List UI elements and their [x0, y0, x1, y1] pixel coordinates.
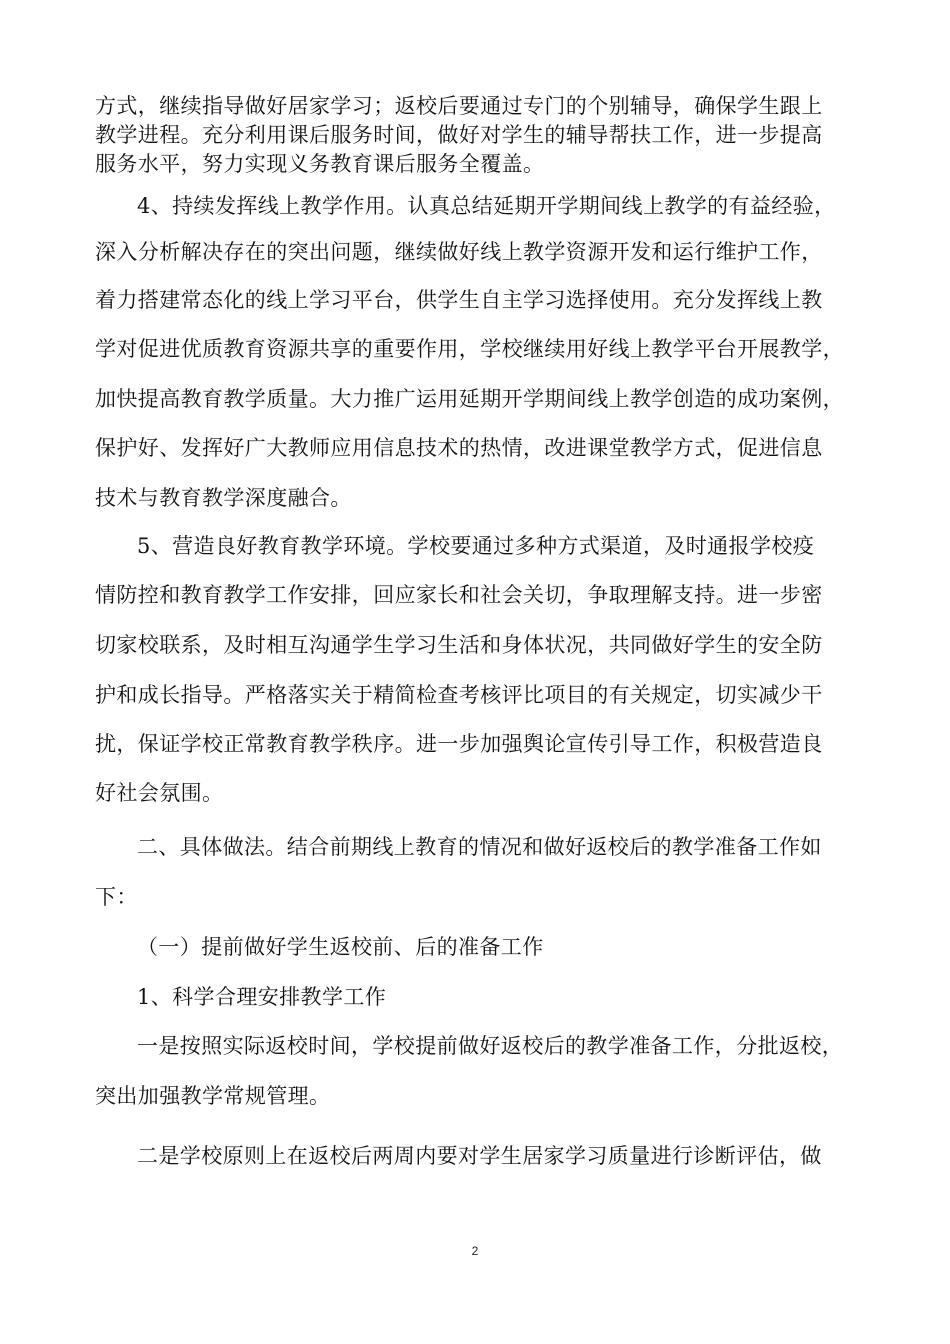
text-line: 技术与教育教学深度融合。	[95, 486, 352, 510]
text-line: 下：	[95, 885, 138, 909]
text-line: 加快提高教育教学质量。大力推广运用延期开学期间线上教学创造的成功案例，	[95, 387, 844, 411]
section-heading: （一）提前做好学生返校前、后的准备工作	[137, 935, 544, 959]
text-line: 二、具体做法。结合前期线上教育的情况和做好返校后的教学准备工作如	[137, 835, 822, 859]
text-line: 教学进程。充分利用课后服务时间，做好对学生的辅导帮扶工作，进一步提高	[95, 123, 823, 147]
subsection-heading: 1、科学合理安排教学工作	[137, 985, 387, 1009]
text-line: 情防控和教育教学工作安排，回应家长和社会关切，争取理解支持。进一步密	[95, 583, 823, 607]
text-line: 深入分析解决存在的突出问题，继续做好线上教学资源开发和运行维护工作，	[95, 240, 823, 264]
text-line: 一是按照实际返校时间，学校提前做好返校后的教学准备工作，分批返校，	[137, 1034, 844, 1058]
text-line: 扰，保证学校正常教育教学秩序。进一步加强舆论宣传引导工作，积极营造良	[95, 732, 823, 756]
text-line: 服务水平，努力实现义务教育课后服务全覆盖。	[95, 152, 545, 176]
text-line: 突出加强教学常规管理。	[95, 1084, 331, 1108]
text-line: 学对促进优质教育资源共享的重要作用，学校继续用好线上教学平台开展教学，	[95, 337, 844, 361]
text-line: 好社会氛围。	[95, 781, 224, 805]
text-line: 二是学校原则上在返校后两周内要对学生居家学习质量进行诊断评估，做	[137, 1144, 822, 1168]
text-line: 保护好、发挥好广大教师应用信息技术的热情，改进课堂教学方式，促进信息	[95, 436, 823, 460]
text-line: 4、持续发挥线上教学作用。认真总结延期开学期间线上教学的有益经验，	[137, 194, 836, 218]
text-line: 方式，继续指导做好居家学习；返校后要通过专门的个别辅导，确保学生跟上	[95, 94, 823, 118]
text-line: 5、营造良好教育教学环境。学校要通过多种方式渠道，及时通报学校疫	[137, 534, 815, 558]
text-line: 护和成长指导。严格落实关于精简检查考核评比项目的有关规定，切实减少干	[95, 683, 823, 707]
text-line: 着力搭建常态化的线上学习平台，供学生自主学习选择使用。充分发挥线上教	[95, 288, 823, 312]
text-line: 切家校联系，及时相互沟通学生学习生活和身体状况，共同做好学生的安全防	[95, 633, 823, 657]
page-number: 2	[471, 1244, 479, 1258]
